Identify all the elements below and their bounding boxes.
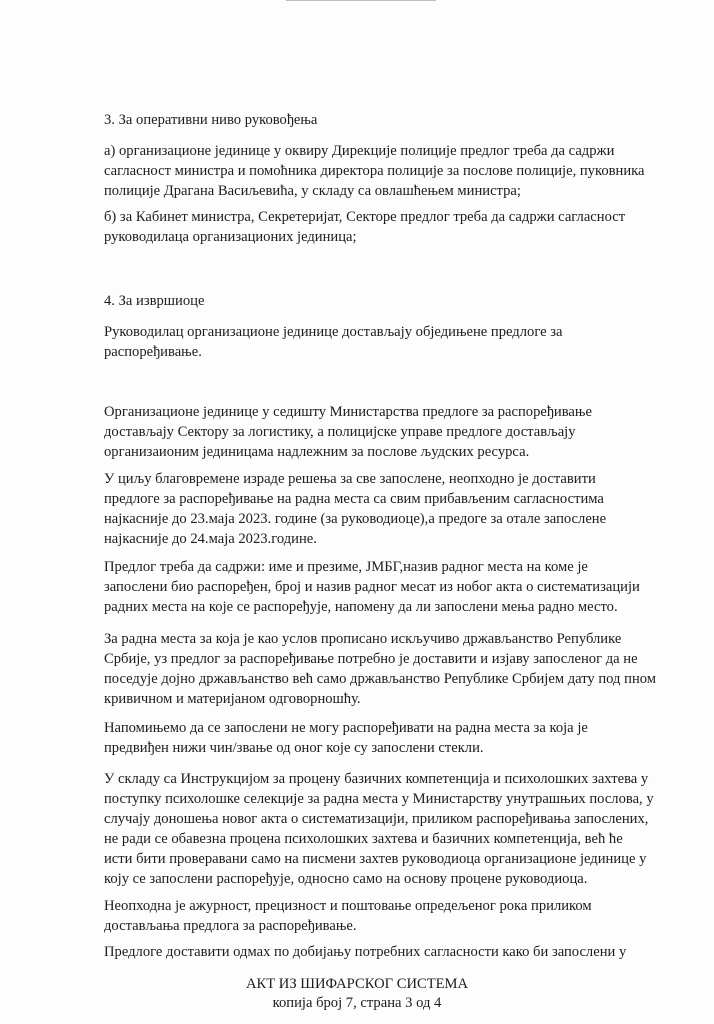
paragraph-executors: Руководилац организационе јединице достављају обједињене предлоге за распоређивање. bbox=[104, 324, 563, 360]
paragraph-rank: Напомињемо да се запослени не могу распоређивати на радна места за која је предвиђен нижи чин/звање од оног које су запослени стекли. bbox=[104, 720, 588, 756]
paragraph-contents: Предлог треба да садржи: име и презиме, ЈМБГ,назив радног места на коме је запослени био распоређен, број и назив радног месат из нобог акта о систематизацији радних места на које се распоређује, напомену да ли запослени мења радно место. bbox=[104, 559, 640, 615]
footer-copy-page: копија број 7, страна 3 од 4 bbox=[272, 995, 442, 1011]
footer-classification: АКТ ИЗ ШИФАРСКОГ СИСТЕМА bbox=[245, 976, 469, 992]
paragraph-b: б) за Кабинет министра, Секретеријат, Секторе предлог треба да садржи сагласност руководилаца организационих јединица; bbox=[104, 209, 626, 245]
heading-operational-level: 3. За оперативни ниво руковођења bbox=[104, 112, 318, 128]
paragraph-accuracy: Неопходна је ажурност, прецизност и поштовање опредељеног рока приликом достављања предлога за распоређивање. bbox=[104, 898, 592, 934]
paragraph-submit: Предлоге доставити одмах по добијању потребних сагласности како би запослени у bbox=[104, 944, 627, 960]
scan-edge-line bbox=[286, 0, 436, 1]
paragraph-a: а) организационе јединице у оквиру Дирекције полиције предлог треба да садржи сагласност министра и помоћника директора полиције за послове полиције, пуковника полиције Драгана Васиљевића, у складу са овлашћењем министра; bbox=[104, 143, 645, 199]
paragraph-org-units: Организационе јединице у седишту Министарства предлоге за распоређивање достављају Сектору за логистику, а полицијске управе предлоге достављају организаионим јединицама надлежним за послове људских ресурса. bbox=[104, 404, 592, 460]
paragraph-deadline: У циљу благовремене израде решења за све запослене, неопходно је доставити предлоге за распоређивање на радна места са свим прибављеним сагласностима најкасније до 23.маја 2023. године (за руководиоце),а предоге за отале запослене најкасније до 24.маја 2023.године. bbox=[104, 471, 607, 547]
paragraph-citizenship: За радна места за која је као услов прописано искључиво држављанство Републике Србије, уз предлог за распоређивање потребно је доставити и изјаву запосленог да не поседује дојно држављанство већ само држављанство Републике Србијем дату под пном кривичном и материјаном одговорношћу. bbox=[104, 631, 657, 707]
heading-executors: 4. За извршиоце bbox=[104, 293, 205, 309]
paragraph-instruction: У складу са Инструкцијом за процену базичних компетенција и психолошких захтева у поступку психолошке селекције за радна места у Министарству унутрашњих послова, у случају доношења новог акта о систематизацији, приликом распоређивања запослених, не ради се обавезна процена психолошких захтева и базичних компетенција, већ ће исти бити проверавани само на писмени захтев руководиоца организационе јединице у коју се запослени распоређује, односно само на основу процене руководиоца. bbox=[104, 771, 654, 887]
